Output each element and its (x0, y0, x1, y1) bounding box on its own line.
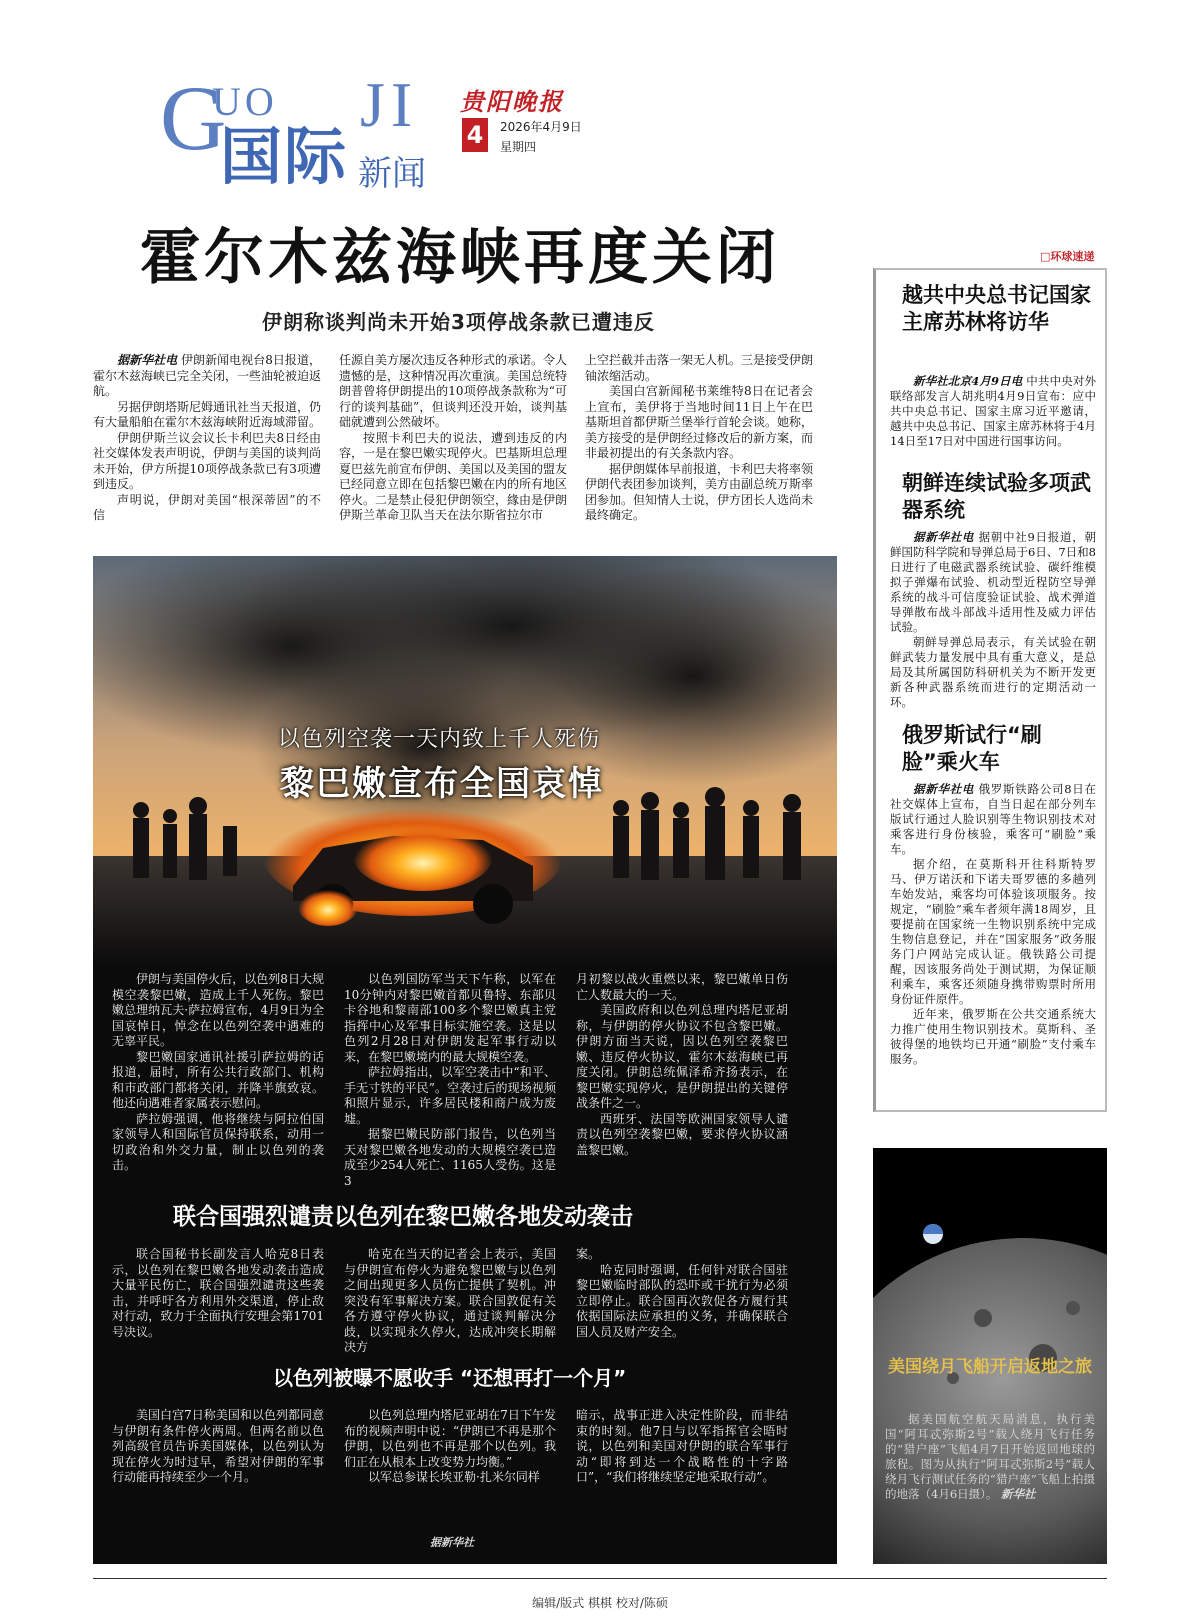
vietnam-headline: 越共中央总书记国家主席苏林将访华 (902, 283, 1091, 334)
lebanon-paragraph: 以色列国防军当天下午称，以军在10分钟内对黎巴嫩首都贝鲁特、东部贝卡谷地和黎南部100多个黎巴嫩真主党指挥中心及军事目标实施空袭。这是以色列2月28日对伊朗发起军事行动以来，在黎巴嫩境内的最大规模空袭。 (344, 972, 556, 1064)
moon-story-block (873, 1148, 1107, 1564)
lebanon-paragraph: 美国政府和以色列总理内塔尼亚胡称，与伊朗的停火协议不包含黎巴嫩。伊朗方面当天说，因以色列空袭黎巴嫩、违反停火协议，霍尔木兹海峡已再度关闭。伊朗总统佩泽希齐扬表示，在黎巴嫩实现停火，是伊朗提出的关键停战条件之一。 (576, 1003, 788, 1110)
israel-paragraph: 以军总参谋长埃亚勒·扎米尔同样 (368, 1470, 540, 1484)
masthead-letters-ji: JI (360, 69, 419, 140)
lead-paragraph: 伊朗伊斯兰议会议长卡利巴夫8日经由社交媒体发表声明说，伊朗与美国的谈判尚未开始，伊方所提10项停战条款已有3项遭到违反。 (93, 430, 322, 491)
israel-column-1 (112, 1408, 324, 1486)
russia-paragraph: 近年来，俄罗斯在公共交通系统大力推广使用生物识别技术。莫斯科、圣彼得堡的地铁均已开通“刷脸”支付乘车服务。 (890, 1007, 1096, 1066)
israel-section-headline: 以色列被曝不愿收手 “还想再打一个月” (273, 1366, 627, 1390)
israel-paragraph: 美国白宫7日称美国和以色列都同意与伊朗有条件停火两周。但两名前以色列高级官员告诉美国媒体，以色列认为现在停火为时过早，希望对伊朗的军事行动能再持续至少一个月。 (112, 1408, 324, 1484)
lebanon-paragraph: 据黎巴嫩民防部门报告，以色列当天对黎巴嫩各地发动的大规模空袭已造成至少254人死亡、1165人受伤。这是3 (344, 1127, 556, 1188)
issue-date: 2026年4月9日 (500, 120, 582, 134)
vietnam-source: 新华社北京4月9日电 (913, 374, 1023, 388)
photo-overlay-title: 黎巴嫩宣布全国哀悼 (280, 764, 604, 804)
un-paragraph: 联合国秘书长副发言人哈克8日表示，以色列在黎巴嫩各地发动袭击造成大量平民伤亡，联合国强烈谴责这些袭击，并呼吁各方利用外交渠道，停止敌对行动，致力于全面执行安理会第1701号决议。 (112, 1247, 324, 1339)
lead-paragraph: 声明说，伊朗对美国“根深蒂固”的不信 (93, 492, 321, 522)
russia-source: 据新华社电 (913, 782, 975, 796)
russia-body (890, 782, 1096, 1067)
lead-paragraph: 伊朗新闻电视台8日报道，霍尔木兹海峡已完全关闭，一些油轮被迫返航。 (93, 353, 322, 398)
lead-paragraph: 另据伊朗塔斯尼姆通讯社当天报道，仍有大量船舶在霍尔木兹海峡附近海域滞留。 (93, 399, 322, 429)
russia-paragraph: 据介绍，在莫斯科开往科斯特罗马、伊万诺沃和下诺夫哥罗德的多趟列车始发站，乘客均可体验该项服务。按规定，“刷脸”乘车者须年满18周岁，且要提前在国家统一生物识别系统中完成生物信息登记，并在“国家服务”政务服务门户网站完成认证。俄铁路公司提醒，因该服务尚处于测试期，为保证顺利乘车，乘客还须随身携带购票时所用身份证件原件。 (890, 857, 1096, 1006)
dprk-source: 据新华社电 (913, 530, 975, 544)
lead-column-1 (93, 353, 321, 524)
lebanon-paragraph: 月初黎以战火重燃以来，黎巴嫩单日伤亡人数最大的一天。 (576, 972, 788, 1002)
lead-paragraph: 据伊朗媒体早前报道，卡利巴夫将率领伊朗代表团参加谈判，美方由副总统万斯率团参加。但知情人士说，伊方团长人选尚未最终确定。 (585, 461, 814, 522)
lead-paragraph: 上空拦截并击落一架无人机。三是接受伊朗铀浓缩活动。 (585, 353, 814, 383)
newspaper-name: 贵阳晚报 (460, 87, 564, 116)
un-column-1 (112, 1247, 324, 1340)
editor-credits: 编辑/版式 棋棋 校对/陈硕 (532, 1596, 668, 1610)
masthead-letter-g: G (160, 67, 223, 169)
vietnam-body (890, 374, 1096, 449)
dprk-paragraph: 据朝中社9日报道，朝鲜国防科学院和导弹总局于6日、7日和8日进行了电磁武器系统试验、碳纤维模拟子弹爆布试验、机动型近程防空导弹系统的战斗可信度验证试验、战术弹道导弹散布战斗部战斗适用性及威力评估试验。 (890, 530, 1096, 634)
lebanon-paragraph: 萨拉姆指出，以军空袭击中“和平、手无寸铁的平民”。空袭过后的现场视频和照片显示，许多居民楼和商户成为废墟。 (344, 1065, 556, 1126)
israel-column-3 (576, 1408, 788, 1486)
lead-subheadline: 伊朗称谈判尚未开始3项停战条款已遭违反 (262, 310, 655, 334)
photo-overlay-subtitle: 以色列空袭一天内致上千人死伤 (278, 727, 601, 752)
un-paragraph: 哈克在当天的记者会上表示，美国与伊朗宣布停火为避免黎巴嫩与以色列之间出现更多人员伤亡提供了契机。冲突没有军事解决方案。联合国敦促有关各方遵守停火协议，通过谈判解决分歧，以实现永久停火，达成冲突长期解决方 (344, 1247, 556, 1354)
lebanon-paragraph: 黎巴嫩国家通讯社援引萨拉姆的话报道，届时，所有公共行政部门、机构和市政部门都将关闭，并降半旗致哀。他还向遇难者家属表示慰问。 (112, 1049, 324, 1110)
un-section-headline: 联合国强烈谴责以色列在黎巴嫩各地发动袭击 (173, 1204, 633, 1230)
moon-paragraph: 据美国航空航天局消息，执行美国“阿耳忒弥斯2号”载人绕月飞行任务的“猎户座”飞船4月7日开始返回地球的旅程。图为从执行“阿耳忒弥斯2号”载人绕月飞行测试任务的“猎户座”飞船上拍摄的地落（4月6日摄）。 (885, 1412, 1095, 1501)
dprk-paragraph: 朝鲜导弹总局表示，有关试验在朝鲜武装力量发展中具有重大意义，是总局及其所属国防科研机关为不断开发更新各种武器系统而进行的定期活动一环。 (890, 635, 1096, 709)
vietnam-paragraph: 中共中央对外联络部发言人胡兆明4月9日宣布：应中共中央总书记、国家主席习近平邀请，越共中央总书记、国家主席苏林将于4月14日至17日对中国进行国事访问。 (890, 374, 1097, 448)
israel-paragraph: 以色列总理内塔尼亚胡在7日下午发布的视频声明中说：“伊朗已不再是那个伊朗，以色列也不再是那个以色列。我们正在从根本上改变势力均衡。” (344, 1408, 556, 1469)
lead-source: 据新华社电 (117, 353, 178, 367)
masthead-letters-uo: UO (212, 79, 278, 124)
un-paragraph: 案。 (576, 1247, 601, 1261)
israel-paragraph: 暗示，战事正进入决定性阶段，而非结束的时刻。他7日与以军指挥官会晤时说，以色列和美国对伊朗的联合军事行动“即将到达一个战略性的十字路口”，“我们将继续坚定地采取行动”。 (576, 1408, 788, 1484)
footer-rule (93, 1578, 1107, 1579)
lead-paragraph: 美国白宫新闻秘书莱维特8日在记者会上宣布，美伊将于当地时间11日上午在巴基斯坦首都伊斯兰堡举行首轮会谈。她称，美方接受的是伊朗经过修改后的新方案，而非最初提出的有关条款内容。 (585, 384, 814, 460)
page-number: 4 (462, 118, 488, 152)
russia-paragraph: 俄罗斯铁路公司8日在社交媒体上宣布，自当日起在部分列车版试行通过人脸识别等生物识别技术对乘客进行身份核验，乘客可“刷脸”乘车。 (890, 782, 1096, 856)
russia-headline: 俄罗斯试行“刷脸”乘火车 (902, 723, 1042, 774)
lead-headline: 霍尔木兹海峡再度关闭 (140, 223, 780, 293)
section-title-news: 新闻 (358, 154, 426, 194)
section-title-guoji: 国际 (220, 120, 349, 193)
lead-paragraph: 按照卡利巴夫的说法，遭到违反的内容，一是在黎巴嫩实现停火。巴基斯坦总理夏巴兹先前宣布伊朗、美国以及美国的盟友已经同意立即在包括黎巴嫩在内的所有地区停火。二是禁止侵犯伊朗领空，緣由是伊朗伊斯兰革命卫队当天在法尔斯省拉尔市 (339, 430, 568, 522)
issue-weekday: 星期四 (500, 140, 537, 154)
lebanon-column-1 (112, 972, 324, 1174)
lebanon-paragraph: 西班牙、法国等欧洲国家领导人谴责以色列空袭黎巴嫩，要求停火协议涵盖黎巴嫩。 (576, 1111, 788, 1157)
dprk-headline: 朝鲜连续试验多项武器系统 (902, 471, 1091, 522)
lebanon-column-3 (576, 972, 788, 1158)
moon-headline: 美国绕月飞船开启返地之旅 (888, 1357, 1092, 1377)
lebanon-column-2 (344, 972, 556, 1189)
lead-column-3 (585, 353, 813, 524)
global-express-sidebar (873, 268, 1107, 1112)
lead-paragraph: 任源自美方屡次违反各种形式的承诺。令人遗憾的是，这种情况再次重演。美国总统特朗普曾将伊朗提出的10项停战条款称为“可行的谈判基础”，但谈判还没开始，谈判基础就遭到公然破坏。 (339, 353, 568, 429)
lebanon-paragraph: 伊朗与美国停火后，以色列8日大规模空袭黎巴嫩，造成上千人死伤。黎巴嫩总理纳瓦夫·萨拉姆宣布，4月9日为全国哀悼日，悼念在以色列空袭中遇难的无辜平民。 (112, 972, 324, 1048)
lebanon-story-block (93, 556, 837, 1564)
dprk-body (890, 530, 1096, 710)
lebanon-paragraph: 萨拉姆强调，他将继续与阿拉伯国家领导人和国际官员保持联系，动用一切政治和外交力量，制止以色列的袭击。 (112, 1111, 324, 1172)
global-express-label: □环球速递 (1040, 250, 1095, 263)
un-column-3 (576, 1247, 788, 1340)
moon-caption (885, 1412, 1095, 1502)
israel-column-2 (344, 1408, 556, 1486)
moon-credit: 新华社 (1001, 1487, 1036, 1501)
lebanon-credit: 据新华社 (430, 1536, 474, 1549)
un-paragraph: 哈克同时强调，任何针对联合国驻黎巴嫩临时部队的恐吓或干扰行为必须立即停止。联合国再次敦促各方履行其依据国际法应承担的义务，并确保联合国人员及财产安全。 (576, 1262, 788, 1339)
lead-column-2 (339, 353, 567, 524)
un-column-2 (344, 1247, 556, 1356)
